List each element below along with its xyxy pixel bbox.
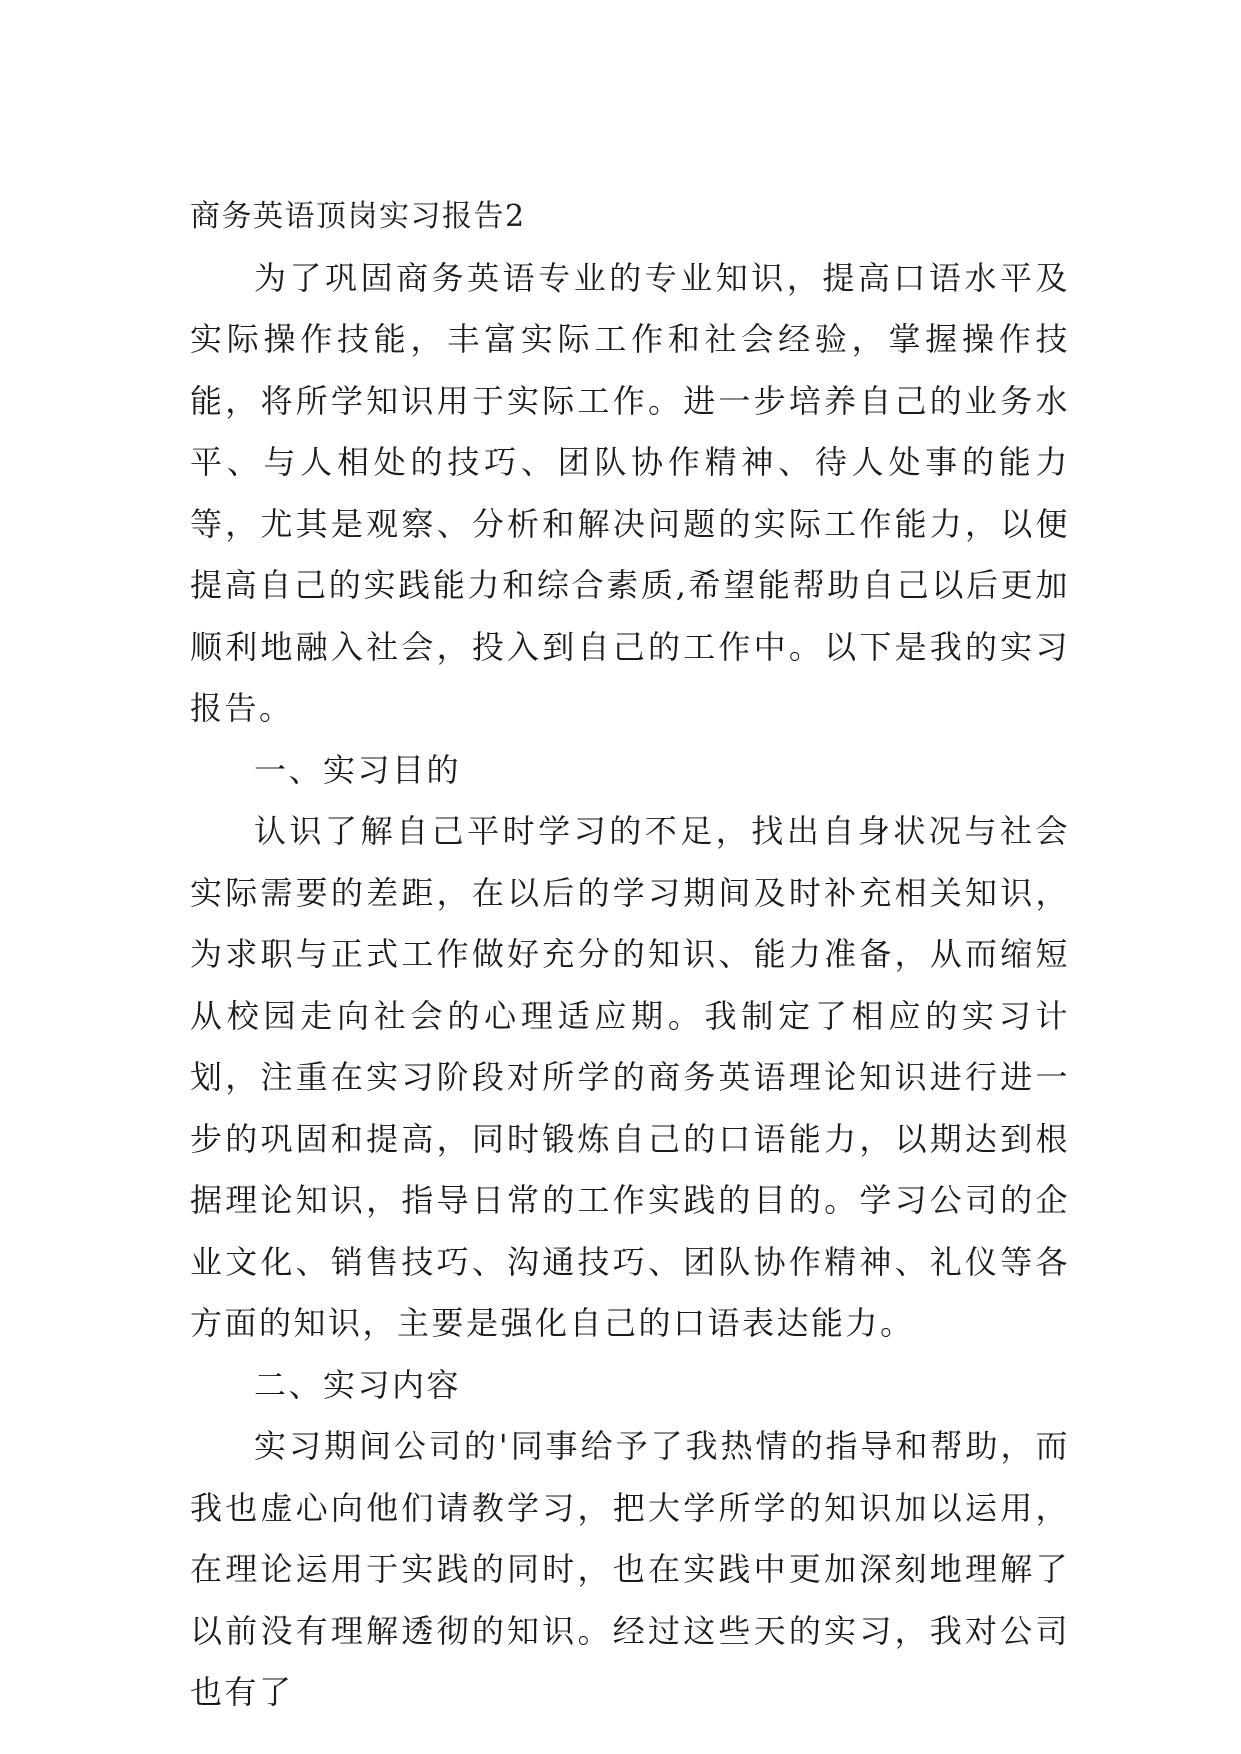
section-heading-purpose: 一、实习目的 — [254, 750, 462, 789]
document-title: 商务英语顶岗实习报告2 — [190, 199, 526, 234]
document-body — [190, 186, 1070, 1724]
content-paragraph: 实习期间公司的'同事给予了我热情的指导和帮助，而我也虚心向他们请教学习，把大学所学的知识加以运用，在理论运用于实践的同时，也在实践中更加深刻地理解了以前没有理解透彻的知识。经过这些天的实习，我对公司也有了 — [190, 1427, 1070, 1711]
section-heading-content: 二、实习内容 — [254, 1365, 462, 1404]
purpose-paragraph: 认识了解自己平时学习的不足，找出自身状况与社会实际需要的差距，在以后的学习期间及时补充相关知识，为求职与正式工作做好充分的知识、能力准备，从而缩短从校园走向社会的心理适应期。我制定了相应的实习计划，注重在实习阶段对所学的商务英语理论知识进行进一步的巩固和提高，同时锻炼自己的口语能力，以期达到根据理论知识，指导日常的工作实践的目的。学习公司的企业文化、销售技巧、沟通技巧、团队协作精神、礼仪等各方面的知识，主要是强化自己的口语表达能力。 — [190, 812, 1070, 1342]
intro-paragraph: 为了巩固商务英语专业的专业知识，提高口语水平及实际操作技能，丰富实际工作和社会经验，掌握操作技能，将所学知识用于实际工作。进一步培养自己的业务水平、与人相处的技巧、团队协作精神、待人处事的能力等，尤其是观察、分析和解决问题的实际工作能力，以便提高自己的实践能力和综合素质,希望能帮助自己以后更加顺利地融入社会，投入到自己的工作中。以下是我的实习报告。 — [190, 258, 1070, 727]
